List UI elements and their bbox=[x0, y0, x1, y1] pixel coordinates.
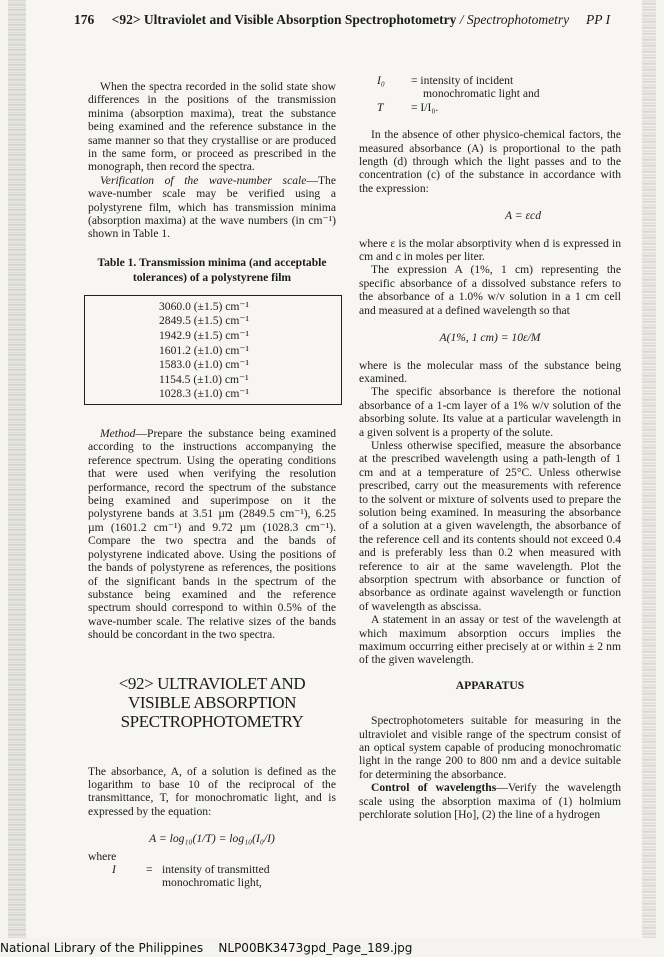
page-header bbox=[74, 12, 614, 28]
definition-text: monochromatic light and bbox=[423, 87, 540, 101]
definition-row bbox=[88, 876, 336, 889]
paragraph bbox=[359, 781, 621, 821]
beer-lambert-equation: A = εcd bbox=[504, 209, 541, 223]
definition-variable: T bbox=[377, 100, 384, 114]
table-row: 2849.5 (±1.5) cm⁻¹ bbox=[159, 314, 250, 328]
image-caption bbox=[0, 941, 412, 955]
definition-text: = I/I₀. bbox=[411, 100, 439, 114]
where-label: where bbox=[88, 849, 117, 863]
section-heading-line: SPECTROPHOTOMETRY bbox=[120, 711, 304, 731]
section-heading-line: <92> ULTRAVIOLET AND bbox=[118, 673, 306, 693]
running-title: <92> Ultraviolet and Visible Absorption Spectrophotometry bbox=[111, 12, 457, 27]
paragraph: In the absence of other physico-chemical factors, the measured absorbance (A) is proportional to the path length (d) through which the light passes and to the concentration (c) of the substance in accordance with the expression: bbox=[359, 128, 621, 195]
paragraph: The specific absorbance is therefore the notional absorbance of a 1-cm layer of a 1% w/v solution of the absorbing solute. Its value at a particular wavelength in a given solvent is a property of the solute. bbox=[359, 385, 621, 439]
definition-variable: I₀ bbox=[377, 74, 385, 87]
paragraph bbox=[88, 174, 336, 241]
polystyrene-table bbox=[84, 295, 342, 405]
definition-spacer bbox=[146, 876, 162, 889]
table-row: 1028.3 (±1.0) cm⁻¹ bbox=[159, 387, 250, 401]
definition-spacer bbox=[88, 876, 146, 889]
definition-row bbox=[359, 87, 621, 100]
table-row: 1154.5 (±1.0) cm⁻¹ bbox=[159, 372, 249, 386]
table-caption-line: Table 1. Transmission minima (and acceptable bbox=[97, 255, 327, 269]
table-caption-line: tolerances) of a polystyrene film bbox=[132, 270, 292, 284]
section-heading bbox=[88, 674, 336, 731]
table-row: 1942.9 (±1.5) cm⁻¹ bbox=[159, 329, 250, 343]
paragraph: Unless otherwise specified, measure the absorbance at the prescribed wavelength using a path-length of 1 cm and at a temperature of 25°C. Unless otherwise prescribed, carry out the measurements with reference to the solvent or mixture of solvents used to prepare the solution being examined. In measuring the absorbance of a solution at a given wavelength, the absorbance of the reference cell and its contents should not exceed 0.4 and is preferably less than 0.2 when measured with reference to air at the same wavelength. Plot the absorption spectrum with absorbance or function of absorbance as ordinate against wavelength or function of wavelength as abscissa. bbox=[359, 438, 621, 613]
paragraph: The expression A (1%, 1 cm) representing the specific absorbance of a dissolved substance refers to the absorbance of a 1.0% w/v solution in a 1 cm cell and measured at a defined wavelength so that bbox=[359, 263, 621, 317]
page-number: 176 bbox=[74, 12, 95, 27]
table-caption bbox=[88, 255, 336, 285]
paragraph-text: —Prepare the substance being examined according to the instructions accompanying the reference spectrum. Using the operating conditions that were used when verifying the resolution performance, record the spectrum of the substance being examined and superimpose on it the polystyrene bands at 3.51 µm (2849.5 cm⁻¹), 6.25 µm (1601.2 cm⁻¹) and 9.72 µm (1028.3 cm⁻¹). Compare the two spectra and the bands of polystyrene indicated above. Using the positions of the bands of polystyrene as references, the positions of the significant bands in the spectrum of the substance being examined and the reference spectrum should correspond to within 0.5% of the wave-number scale. The relative sizes of the bands should be concordant in the two spectra. bbox=[88, 427, 336, 642]
right-column bbox=[359, 74, 621, 822]
table-row: 1583.0 (±1.0) cm⁻¹ bbox=[159, 358, 250, 372]
definition-equals: = bbox=[146, 862, 153, 876]
definition-text: = intensity of incident bbox=[411, 74, 514, 87]
paragraph: where ε is the molar absorptivity when d is expressed in cm and c in moles per liter. bbox=[359, 236, 621, 264]
paragraph: Spectrophotometers suitable for measuring in the ultraviolet and visible range of the spectrum consist of an optical system capable of producing monochromatic light in the range 200 to 800 nm and a device suitable for determining the absorbance. bbox=[359, 714, 621, 781]
definition-text: monochromatic light, bbox=[162, 876, 262, 890]
absorbance-equation: A = log₁₀(1/T) = log₁₀(I₀/I) bbox=[149, 832, 275, 846]
running-subtitle: / Spectrophotometry bbox=[459, 12, 570, 27]
definition-row bbox=[88, 863, 336, 876]
definition-text: intensity of transmitted bbox=[162, 862, 270, 876]
page-outer-edge bbox=[642, 0, 656, 938]
library-name: National Library of the Philippines bbox=[0, 941, 204, 955]
definition-spacer bbox=[359, 87, 411, 100]
run-in-heading: Method bbox=[100, 427, 136, 441]
paragraph bbox=[88, 427, 336, 642]
definition-row bbox=[359, 74, 621, 87]
volume-code: PP I bbox=[586, 12, 611, 27]
paragraph: When the spectra recorded in the solid state show differences in the positions of the transmission minima (absorption maxima), treat the substance being examined and the reference substance in the same manner so that they crystallise or are produced in the same form, or proceed as prescribed in the monograph, then record the spectra. bbox=[88, 80, 336, 174]
paragraph: The absorbance, A, of a solution is defined as the logarithm to base 10 of the reciprocal of the transmittance, T, for monochromatic light, and is expressed by the equation: bbox=[88, 764, 336, 818]
paragraph-text: —The wave-number scale may be verified using a polystyrene film, which has transmission minima (absorption maxima) at the wave numbers (in cm⁻¹) shown in Table 1. bbox=[88, 173, 336, 241]
left-column bbox=[88, 80, 336, 890]
run-in-heading: Control of wavelengths bbox=[371, 781, 497, 795]
section-heading-line: VISIBLE ABSORPTION bbox=[127, 692, 296, 712]
definition-variable: I bbox=[112, 862, 116, 876]
specific-absorbance-equation: A(1%, 1 cm) = 10ε/M bbox=[439, 331, 541, 345]
run-in-heading: Verification of the wave-number scale bbox=[100, 173, 307, 187]
table-row: 3060.0 (±1.5) cm⁻¹ bbox=[159, 299, 250, 313]
apparatus-heading: APPARATUS bbox=[455, 678, 525, 692]
paragraph: where is the molecular mass of the substance being examined. bbox=[359, 358, 621, 385]
page-binding-edge bbox=[8, 0, 26, 938]
table-row: 1601.2 (±1.0) cm⁻¹ bbox=[159, 343, 250, 357]
paragraph-text: —Verify the wavelength scale using the absorption maxima of (1) holmium perchlorate solution [Ho], (2) the line of a hydrogen bbox=[359, 781, 621, 822]
paragraph: A statement in an assay or test of the wavelength at which maximum absorption occurs implies the maximum occurring either precisely at or within ± 2 nm of the given wavelength. bbox=[359, 613, 621, 667]
file-name: NLP00BK3473gpd_Page_189.jpg bbox=[218, 941, 413, 955]
definition-row bbox=[359, 101, 621, 114]
